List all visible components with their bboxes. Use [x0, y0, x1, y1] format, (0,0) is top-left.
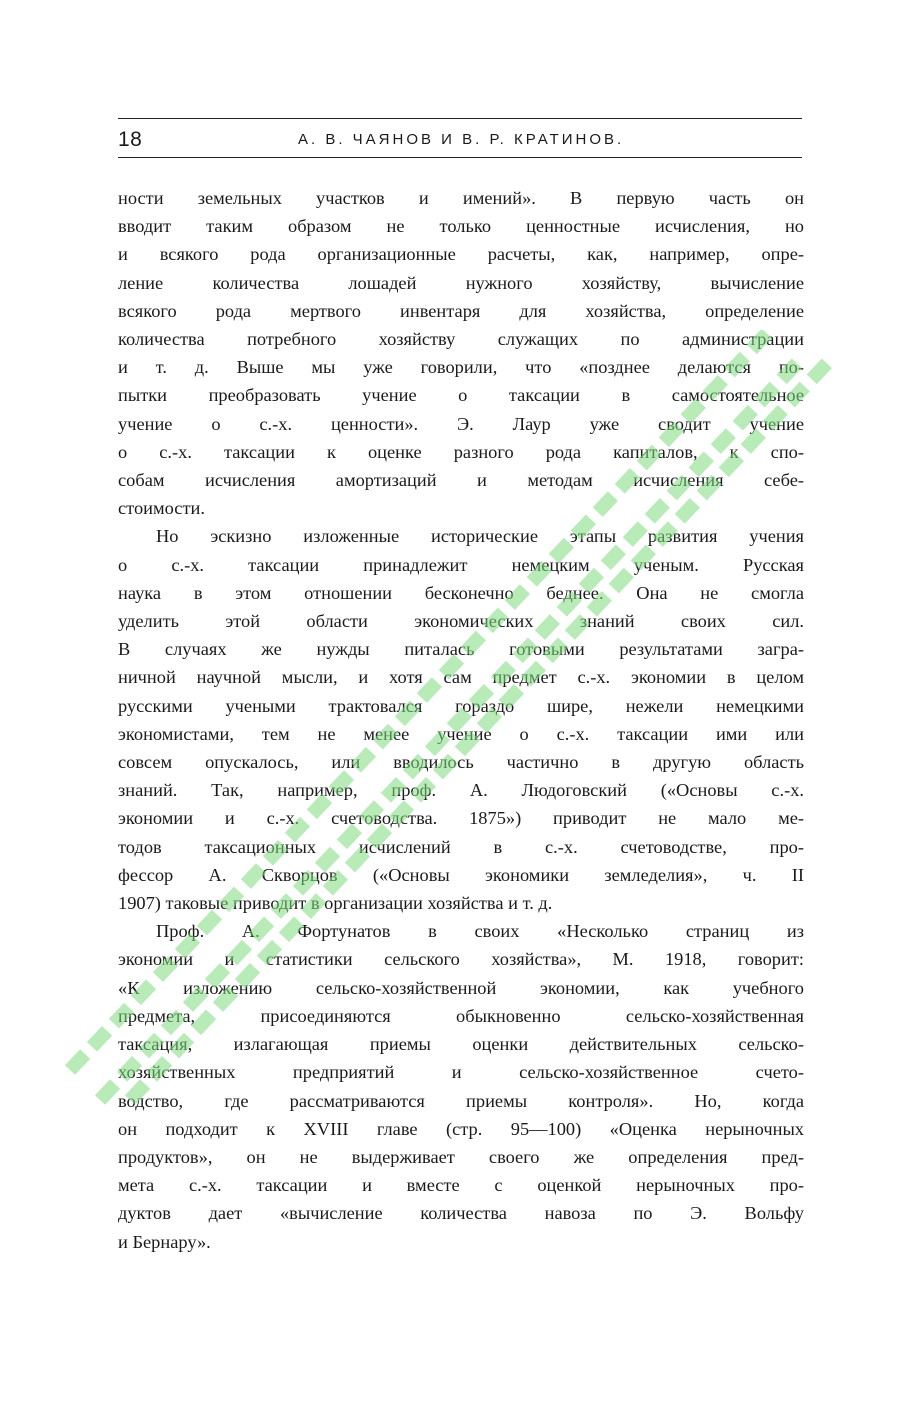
text-line: продуктов», он не выдерживает своего же определения пред- [118, 1146, 804, 1167]
text-line: стоимости. [118, 498, 205, 519]
text-line: и т. д. Выше мы уже говорили, что «позднее делаются по- [118, 357, 804, 378]
text-line: учение о с.-х. ценности». Э. Лаур уже сводит учение [118, 413, 804, 434]
text-line: предмета, присоединяются обыкновенно сельско-хозяйственная [118, 1005, 804, 1026]
text-line: уделить этой области экономических знаний своих сил. [118, 611, 804, 632]
text-line: ление количества лошадей нужного хозяйству, вычисление [118, 272, 804, 293]
text-line: он подходит к XVIII главе (стр. 95—100) «Оценка нерыночных [118, 1118, 804, 1139]
text-line: экономии и с.-х. счетоводства. 1875») приводит не мало ме- [118, 808, 804, 829]
text-line: русскими учеными трактовался гораздо шире, нежели немецкими [118, 695, 804, 716]
paragraph-3 [118, 917, 804, 1255]
text-line: водство, где рассматриваются приемы контроля». Но, когда [118, 1090, 804, 1111]
text-line: и всякого рода организационные расчеты, как, например, опре- [118, 244, 804, 265]
text-line: о с.-х. таксации к оценке разного рода капиталов, к спо- [118, 441, 804, 462]
running-header [118, 118, 802, 158]
text-line: ности земельных участков и имений». В первую часть он [118, 188, 804, 208]
text-line: тодов таксационных исчислений в с.-х. счетоводстве, про- [118, 836, 804, 857]
text-line: мета с.-х. таксации и вместе с оценкой нерыночных про- [118, 1175, 804, 1196]
text-line: Но эскизно изложенные исторические этапы развития учения [156, 526, 804, 547]
text-line: всякого рода мертвого инвентаря для хозяйства, определение [118, 300, 804, 321]
text-line: 1907) таковые приводит в организации хозяйства и т. д. [118, 893, 553, 914]
text-line: совсем опускалось, или вводилось частично в другую область [118, 752, 804, 773]
text-line: таксация, излагающая приемы оценки действительных сельско- [118, 1034, 804, 1055]
text-line: количества потребного хозяйству служащих по администрации [118, 329, 804, 350]
text-line: В случаях же нужды питалась готовыми результатами загра- [118, 639, 804, 660]
body-text [118, 184, 804, 1256]
text-line: дуктов дает «вычисление количества навоза по Э. Вольфу [118, 1203, 804, 1224]
text-line: ничной научной мысли, и хотя сам предмет с.-х. экономии в целом [118, 667, 804, 688]
text-line: наука в этом отношении бесконечно беднее. Она не смогла [118, 582, 804, 603]
text-line: экономии и статистики сельского хозяйства», М. 1918, говорит: [118, 949, 804, 970]
text-line: собам исчисления амортизаций и методам исчисления себе- [118, 470, 804, 491]
text-line: Проф. А. Фортунатов в своих «Несколько страниц из [156, 921, 804, 942]
paragraph-1 [118, 184, 804, 522]
text-line: пытки преобразовать учение о таксации в самостоятельное [118, 385, 804, 406]
text-line: фессор А. Скворцов («Основы экономики земледелия», ч. II [118, 864, 804, 885]
text-line: знаний. Так, например, проф. А. Людоговский («Основы с.-х. [118, 780, 804, 801]
running-title: А. В. ЧАЯНОВ И В. Р. КРАТИНОВ. [298, 131, 625, 148]
text-line: «К изложению сельско-хозяйственной экономии, как учебного [118, 977, 804, 998]
text-line: экономистами, тем не менее учение о с.-х. таксации ими или [118, 723, 804, 744]
text-line: хозяйственных предприятий и сельско-хозяйственное счето- [118, 1062, 804, 1083]
paragraph-2 [118, 522, 804, 917]
text-line: вводит таким образом не только ценностные исчисления, но [118, 216, 804, 237]
page-number: 18 [118, 128, 143, 151]
text-line: и Бернару». [118, 1231, 211, 1252]
text-line: о с.-х. таксации принадлежит немецким ученым. Русская [118, 554, 804, 575]
